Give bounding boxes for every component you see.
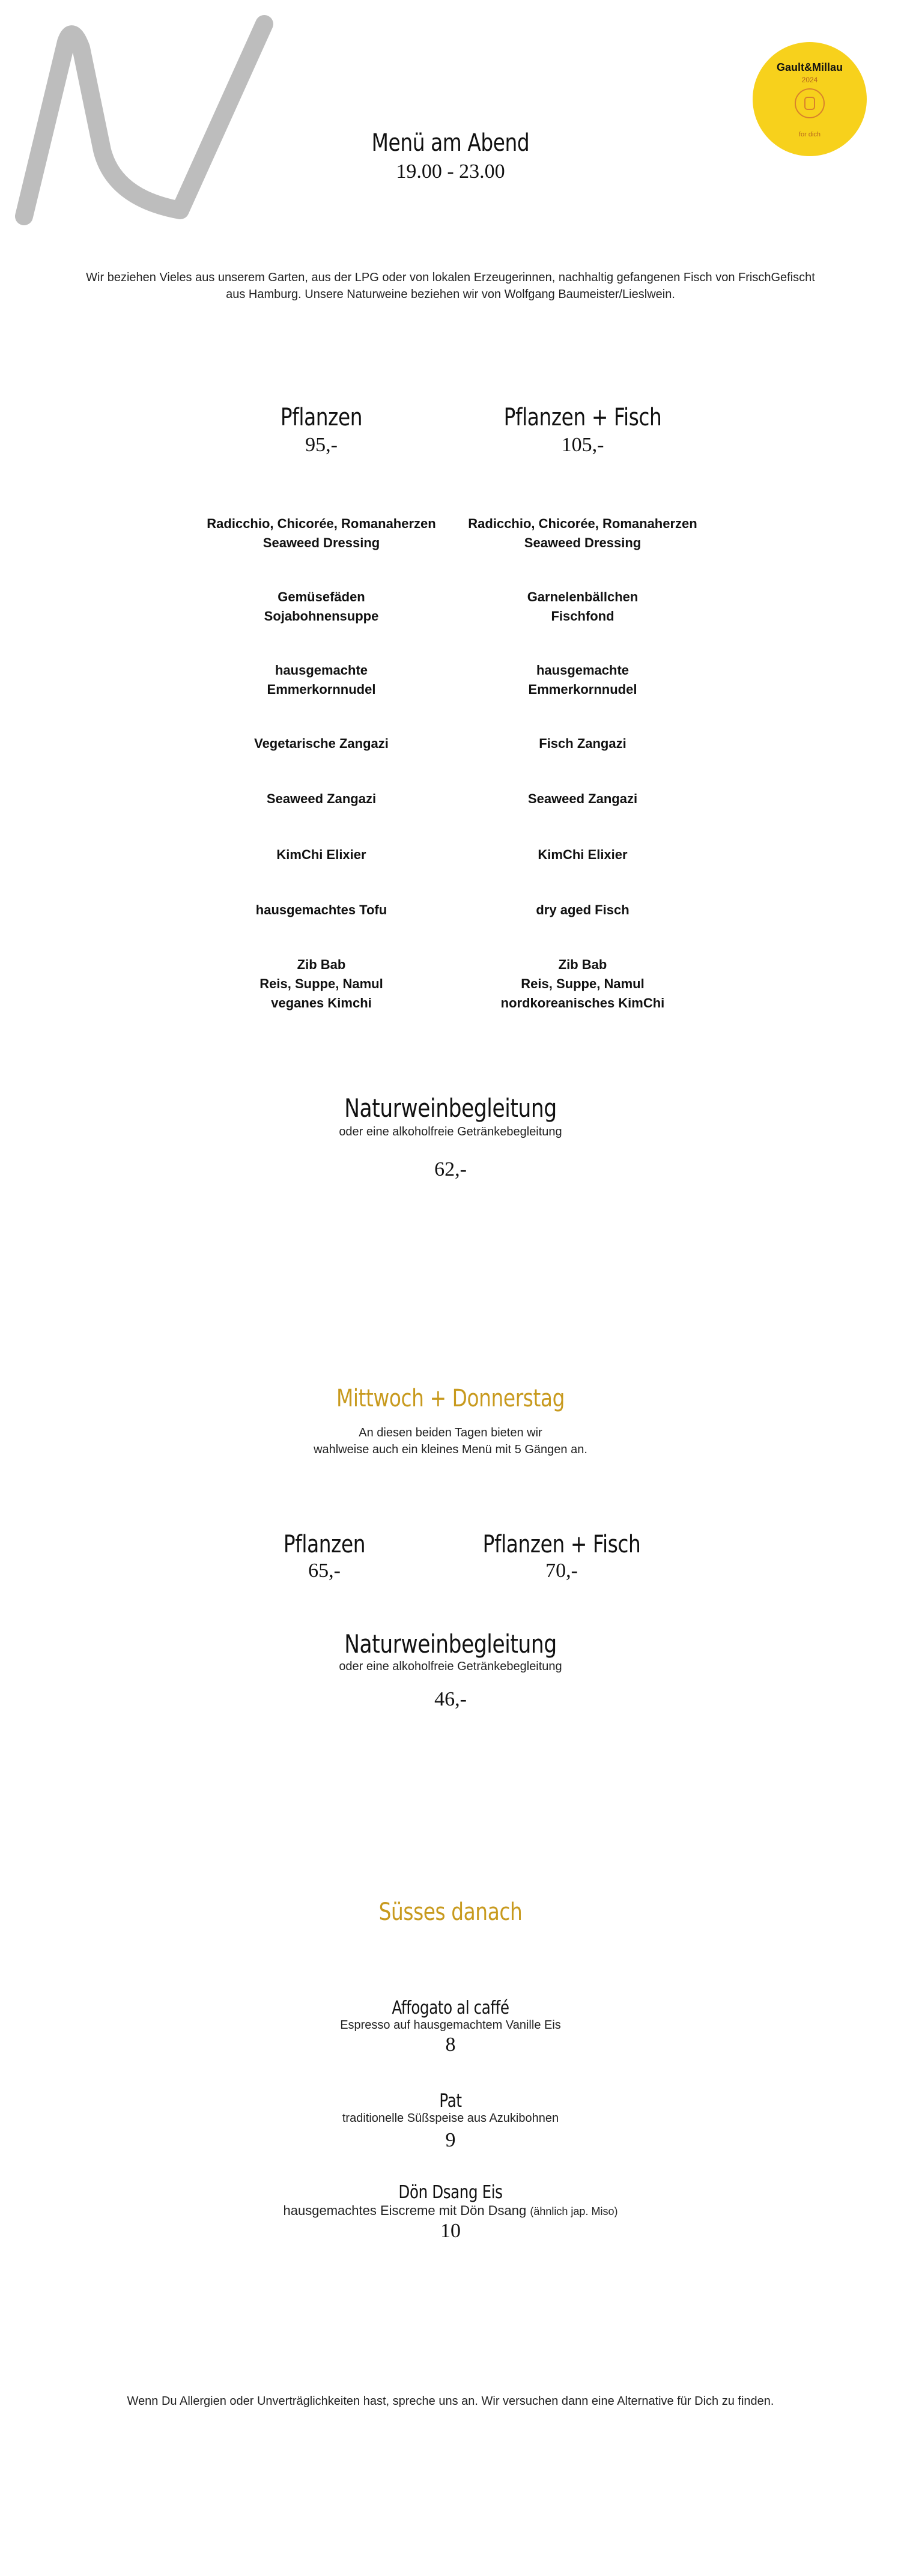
dessert-desc: Espresso auf hausgemachtem Vanille Eis: [340, 2019, 561, 2032]
badge-brand: Gault&Millau: [776, 61, 843, 73]
course-right-8: Zib Bab Reis, Suppe, Namul nordkoreanisches KimChi: [500, 957, 665, 1010]
midweek-plants-fish-title: Pflanzen + Fisch: [482, 1531, 641, 1558]
course-right-1: Radicchio, Chicorée, Romanaherzen Seaweed Dressing: [468, 516, 697, 550]
course-left-3: hausgemachte Emmerkornnudel: [267, 663, 376, 697]
midweek-text: An diesen beiden Tagen bieten wir wahlweise auch ein kleines Menü mit 5 Gängen an.: [314, 1426, 587, 1456]
midweek-title: Mittwoch + Donnerstag: [336, 1385, 565, 1412]
dessert-desc: traditionelle Süßspeise aus Azukibohnen: [342, 2112, 559, 2125]
badge-year: 2024: [801, 76, 818, 84]
wine-pairing-2-price: 46,-: [434, 1688, 467, 1710]
course-right-6: KimChi Elixier: [538, 847, 628, 862]
dessert-price: 10: [440, 2220, 461, 2242]
dessert-name: Dön Dsang Eis: [398, 2182, 503, 2203]
dessert-name: Affogato al caffé: [392, 1997, 509, 2019]
dessert-item-2: [0, 2091, 901, 2152]
dessert-item-3: [0, 2182, 901, 2243]
course-left-8: Zib Bab Reis, Suppe, Namul veganes Kimchi: [259, 957, 383, 1010]
course-right-5: Seaweed Zangazi: [527, 791, 638, 806]
dessert-desc-note: (ähnlich jap. Miso): [530, 2205, 618, 2217]
dessert-price: 9: [445, 2129, 456, 2151]
opening-hours: 19.00 - 23.00: [396, 160, 505, 183]
menu-price-plants-fish: 105,-: [561, 434, 604, 456]
badge-sub: for dich: [798, 131, 821, 138]
course-right-4: Fisch Zangazi: [539, 736, 626, 751]
course-left-2: Gemüsefäden Sojabohnensuppe: [264, 589, 379, 624]
course-right-7: dry aged Fisch: [536, 902, 629, 917]
dessert-desc: hausgemachtes Eiscreme mit Dön Dsang: [283, 2203, 527, 2218]
wine-pairing-subtitle: oder eine alkoholfreie Getränkebegleitung: [339, 1125, 562, 1138]
midweek-plants-fish: [426, 1531, 697, 1582]
wine-pairing-title: Naturweinbegleitung: [344, 1093, 557, 1123]
dessert-price: 8: [445, 2034, 456, 2056]
scribble-logo-icon: [0, 12, 288, 240]
course-right-2: Garnelenbällchen Fischfond: [527, 589, 639, 624]
menu-column-plants-fish: [447, 404, 718, 457]
chef-hat-icon: [792, 85, 828, 121]
course-left-4: Vegetarische Zangazi: [254, 736, 389, 751]
menu-price-plants: 95,-: [305, 434, 338, 456]
dessert-desc-line: [0, 2203, 901, 2219]
menu-title-plants: Pflanzen: [280, 404, 363, 431]
course-left-7: hausgemachtes Tofu: [255, 902, 387, 917]
wine-pairing-price: 62,-: [434, 1158, 467, 1180]
allergy-note: Wenn Du Allergien oder Unverträglichkeiten hast, spreche uns an. Wir versuchen dann eine Alternative für Dich zu finden.: [127, 2395, 774, 2408]
midweek-plants-title: Pflanzen: [283, 1531, 366, 1558]
menu-column-plants: [186, 404, 457, 457]
course-left-5: Seaweed Zangazi: [266, 791, 377, 806]
wine-pairing-2-subtitle: oder eine alkoholfreie Getränkebegleitung: [339, 1660, 562, 1673]
wine-pairing-2-title: Naturweinbegleitung: [344, 1629, 557, 1659]
page-title: Menü am Abend: [371, 129, 530, 157]
midweek-plants: [189, 1531, 460, 1582]
midweek-plants-fish-price: 70,-: [545, 1560, 578, 1582]
dessert-name: Pat: [439, 2091, 462, 2112]
course-right-3: hausgemachte Emmerkornnudel: [528, 663, 637, 697]
midweek-plants-price: 65,-: [308, 1560, 341, 1582]
course-left-6: KimChi Elixier: [276, 847, 366, 862]
menu-title-plants-fish: Pflanzen + Fisch: [503, 404, 662, 431]
dessert-item-1: [0, 1997, 901, 2056]
desserts-title: Süsses danach: [378, 1898, 523, 1926]
intro-text: Wir beziehen Vieles aus unserem Garten, aus der LPG oder von lokalen Erzeugerinnen, nachhaltig gefangenen Fisch von FrischGefischt aus Hamburg. Unsere Naturweine beziehen wir von Wolfgang Baumeister/Lieslwein.: [86, 271, 815, 301]
course-left-1: Radicchio, Chicorée, Romanaherzen Seaweed Dressing: [207, 516, 436, 550]
